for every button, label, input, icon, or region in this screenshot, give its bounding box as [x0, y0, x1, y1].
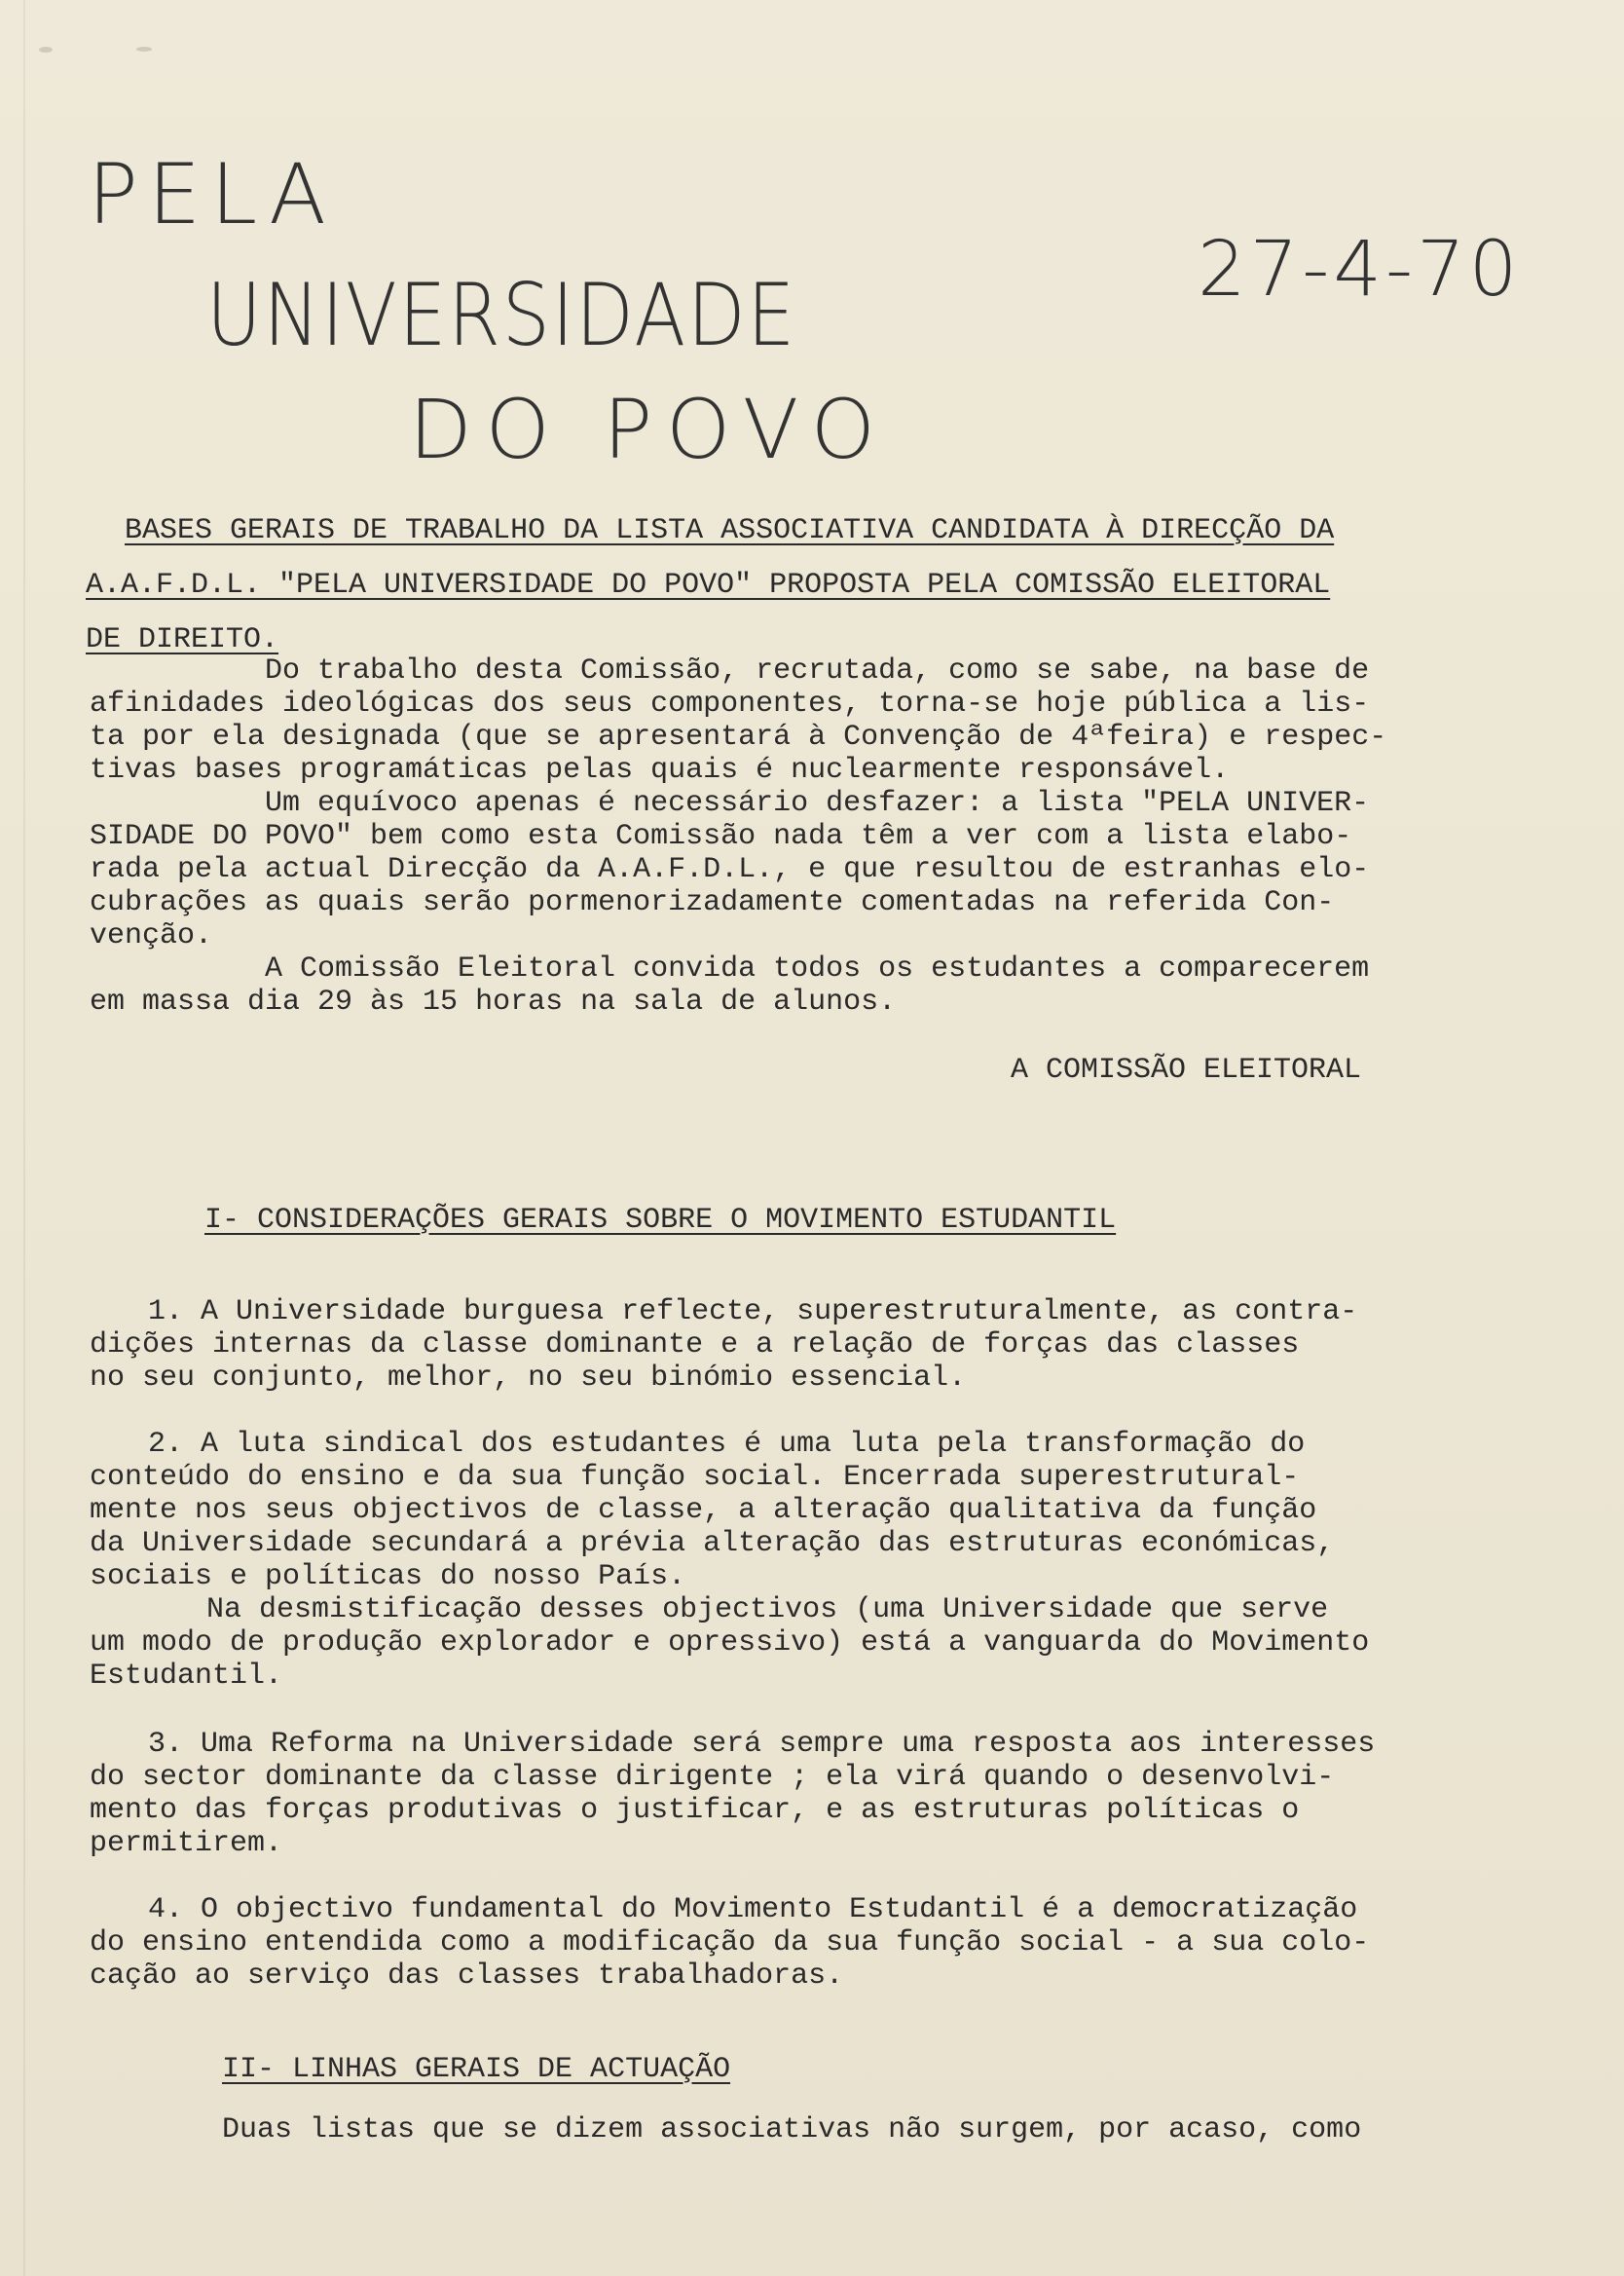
handwritten-date: 27-4-70 — [1198, 226, 1522, 314]
signature-line: A COMISSÃO ELEITORAL — [1011, 1054, 1362, 1087]
intro-line: A Comissão Eleitoral convida todos os estudantes a comparecerem — [265, 952, 1370, 986]
section1-line: Estudantil. — [90, 1660, 283, 1693]
section1-line: cação ao serviço das classes trabalhadoras. — [90, 1959, 844, 1993]
section1-line: permitirem. — [90, 1827, 283, 1860]
handwritten-title-line3: DO POVO — [409, 382, 889, 477]
handwritten-title-line2: UNIVERSIDADE — [206, 265, 797, 365]
section1-line: dições internas da classe dominante e a relação de forças das classes — [90, 1328, 1300, 1362]
intro-line: rada pela actual Direcção da A.A.F.D.L., e que resultou de estranhas elo- — [90, 853, 1370, 886]
section1-line: 2. A luta sindical dos estudantes é uma luta pela transformação do — [148, 1428, 1306, 1461]
section1-line: um modo de produção explorador e opressivo) está a vanguarda do Movimento — [90, 1626, 1370, 1660]
section1-heading — [204, 1204, 1116, 1237]
handwritten-title-line1: PELA — [88, 146, 336, 243]
section2-heading-text: II- LINHAS GERAIS DE ACTUAÇÃO — [222, 2053, 731, 2086]
section1-line: no seu conjunto, melhor, no seu binómio essencial. — [90, 1362, 967, 1395]
section1-line: da Universidade secundará a prévia alteração das estruturas económicas, — [90, 1527, 1335, 1560]
intro-line: tivas bases programáticas pelas quais é nuclearmente responsável. — [90, 754, 1230, 787]
section1-line: 1. A Universidade burguesa reflecte, superestruturalmente, as contra- — [148, 1295, 1358, 1328]
heading-line: A.A.F.D.L. "PELA UNIVERSIDADE DO POVO" PROPOSTA PELA COMISSÃO ELEITORAL — [86, 569, 1331, 602]
intro-paragraph — [90, 654, 1550, 1063]
heading-line: DE DIREITO. — [86, 623, 279, 656]
section1-line: mente nos seus objectivos de classe, a alteração qualitativa da função — [90, 1494, 1317, 1527]
intro-line: SIDADE DO POVO" bem como esta Comissão nada têm a ver com a lista elabo- — [90, 820, 1352, 853]
heading-line: BASES GERAIS DE TRABALHO DA LISTA ASSOCIATIVA CANDIDATA À DIRECÇÃO DA — [125, 514, 1335, 547]
document-heading — [86, 508, 1536, 654]
section1-line: do ensino entendida como a modificação da sua função social - a sua colo- — [90, 1926, 1370, 1959]
section1-line: sociais e políticas do nosso País. — [90, 1560, 686, 1593]
section1-line: 4. O objectivo fundamental do Movimento Estudantil é a democratização — [148, 1893, 1358, 1926]
section1-heading-text: I- CONSIDERAÇÕES GERAIS SOBRE O MOVIMENTO ESTUDANTIL — [204, 1204, 1117, 1237]
intro-line: Um equívoco apenas é necessário desfazer: a lista "PELA UNIVER- — [265, 787, 1370, 820]
intro-line: Do trabalho desta Comissão, recrutada, como se sabe, na base de — [265, 654, 1370, 688]
section1-body — [90, 1295, 1560, 1993]
intro-line: venção. — [90, 919, 213, 952]
intro-line: afinidades ideológicas dos seus componentes, torna-se hoje pública a lis- — [90, 688, 1370, 721]
intro-line: ta por ela designada (que se apresentará à Convenção de 4ªfeira) e respec- — [90, 721, 1387, 754]
section1-line: mento das forças produtivas o justificar, e as estruturas políticas o — [90, 1794, 1300, 1827]
intro-line: em massa dia 29 às 15 horas na sala de alunos. — [90, 986, 897, 1019]
section2-line: Duas listas que se dizem associativas não surgem, por acaso, como — [222, 2113, 1362, 2146]
intro-line: cubrações as quais serão pormenorizadamente comentadas na referida Con- — [90, 886, 1335, 919]
ink-mark — [136, 47, 152, 52]
section2-heading — [222, 2053, 730, 2086]
page-fold-edge — [23, 0, 25, 2276]
ink-mark — [39, 47, 53, 53]
section2-body — [222, 2113, 1566, 2152]
section1-line: do sector dominante da classe dirigente ; ela virá quando o desenvolvi- — [90, 1761, 1335, 1794]
section1-line: conteúdo do ensino e da sua função social. Encerrada superestrutural- — [90, 1461, 1300, 1494]
section1-line: Na desmistificação desses objectivos (uma Universidade que serve — [206, 1593, 1329, 1626]
section1-line: 3. Uma Reforma na Universidade será sempre uma resposta aos interesses — [148, 1728, 1376, 1761]
